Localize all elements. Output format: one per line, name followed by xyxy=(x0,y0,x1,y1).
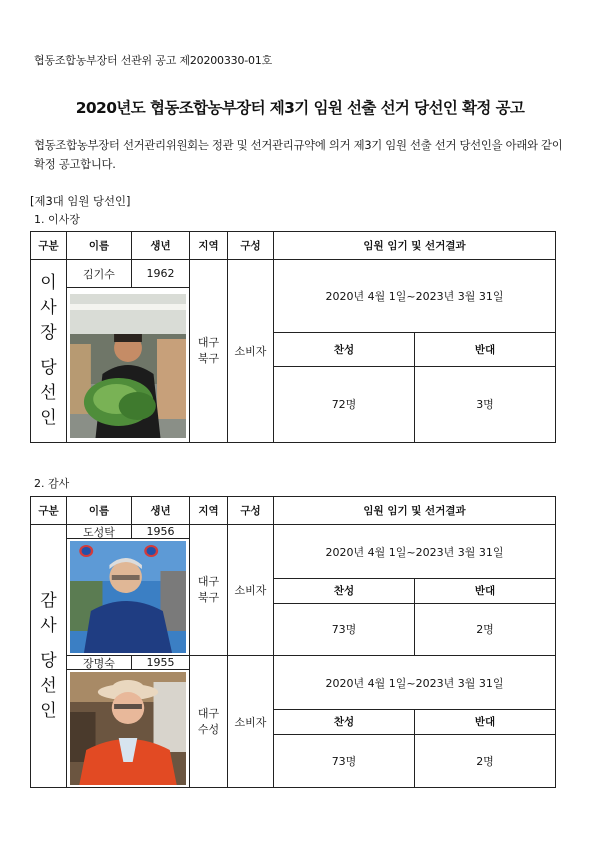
auditor-2-no-votes: 2명 xyxy=(415,734,556,787)
auditor-2-name: 장명숙 xyxy=(83,656,115,670)
auditor-2-no-header: 반대 xyxy=(415,710,556,734)
col-result: 임원 임기 및 선거결과 xyxy=(274,497,556,525)
chairman-no-header: 반대 xyxy=(415,333,556,366)
auditor-2-yes-header: 찬성 xyxy=(274,710,415,734)
auditor-2-term: 2020년 4월 1일~2023년 3월 31일 xyxy=(274,656,556,710)
col-composition: 구성 xyxy=(228,232,274,260)
chairman-yes-header: 찬성 xyxy=(274,333,415,366)
col-birth-year: 생년 xyxy=(132,232,190,260)
col-composition: 구성 xyxy=(228,497,274,525)
auditor-2-composition: 소비자 xyxy=(228,656,274,788)
chairman-region: 대구 북구 xyxy=(190,260,228,443)
col-category: 구분 xyxy=(31,497,67,525)
auditor-1-no-header: 반대 xyxy=(415,579,556,603)
chairman-term: 2020년 4월 1일~2023년 3월 31일 xyxy=(274,260,556,333)
auditor-1-profile-cell xyxy=(67,525,190,656)
auditor-1-name: 도성탁 xyxy=(83,525,115,539)
chairman-role-label: 이 사 장 당 선 인 xyxy=(31,260,67,443)
auditor-2-region: 대구 수성 xyxy=(190,656,228,788)
col-region: 지역 xyxy=(190,232,228,260)
chairman-photo xyxy=(70,294,186,438)
chairman-heading: 1. 이사장 xyxy=(34,213,80,226)
intro-paragraph: 협동조합농부장터 선거관리위원회는 정관 및 선거관리규약에 의거 제3기 임원 선출 선거 당선인을 아래와 같이 확정 공고합니다. xyxy=(34,138,563,171)
auditor-1-yes-header: 찬성 xyxy=(274,579,415,603)
auditor-1-birth-year: 1956 xyxy=(146,525,175,538)
auditor-role-label: 감 사 당 선 인 xyxy=(31,525,67,788)
auditor-1-composition: 소비자 xyxy=(228,525,274,656)
col-name: 이름 xyxy=(67,232,132,260)
col-birth-year: 생년 xyxy=(132,497,190,525)
col-region: 지역 xyxy=(190,497,228,525)
col-category: 구분 xyxy=(31,232,67,260)
auditor-2-yes-votes: 73명 xyxy=(274,734,415,787)
auditor-table xyxy=(30,496,556,788)
col-name: 이름 xyxy=(67,497,132,525)
section-heading: [제3대 임원 당선인] xyxy=(30,194,131,208)
auditor-2-birth-year: 1955 xyxy=(146,656,175,669)
auditor-2-profile-cell xyxy=(67,656,190,788)
auditor-1-no-votes: 2명 xyxy=(415,603,556,655)
auditor-1-term: 2020년 4월 1일~2023년 3월 31일 xyxy=(274,525,556,579)
col-result: 임원 임기 및 선거결과 xyxy=(274,232,556,260)
chairman-table xyxy=(30,231,556,443)
auditor-2-photo xyxy=(70,672,186,785)
chairman-composition: 소비자 xyxy=(228,260,274,443)
auditor-1-yes-votes: 73명 xyxy=(274,603,415,655)
auditor-1-photo xyxy=(70,541,186,653)
chairman-no-votes: 3명 xyxy=(415,366,556,442)
page-title: 2020년도 협동조합농부장터 제3기 임원 선출 선거 당선인 확정 공고 xyxy=(75,99,525,117)
chairman-name: 김기수 xyxy=(83,267,115,281)
auditor-heading: 2. 감사 xyxy=(34,477,70,490)
chairman-yes-votes: 72명 xyxy=(274,366,415,442)
auditor-1-region: 대구 북구 xyxy=(190,525,228,656)
chairman-birth-year: 1962 xyxy=(146,267,175,281)
notice-number: 협동조합농부장터 선관위 공고 제20200330-01호 xyxy=(34,54,273,67)
chairman-profile-cell xyxy=(67,260,190,443)
